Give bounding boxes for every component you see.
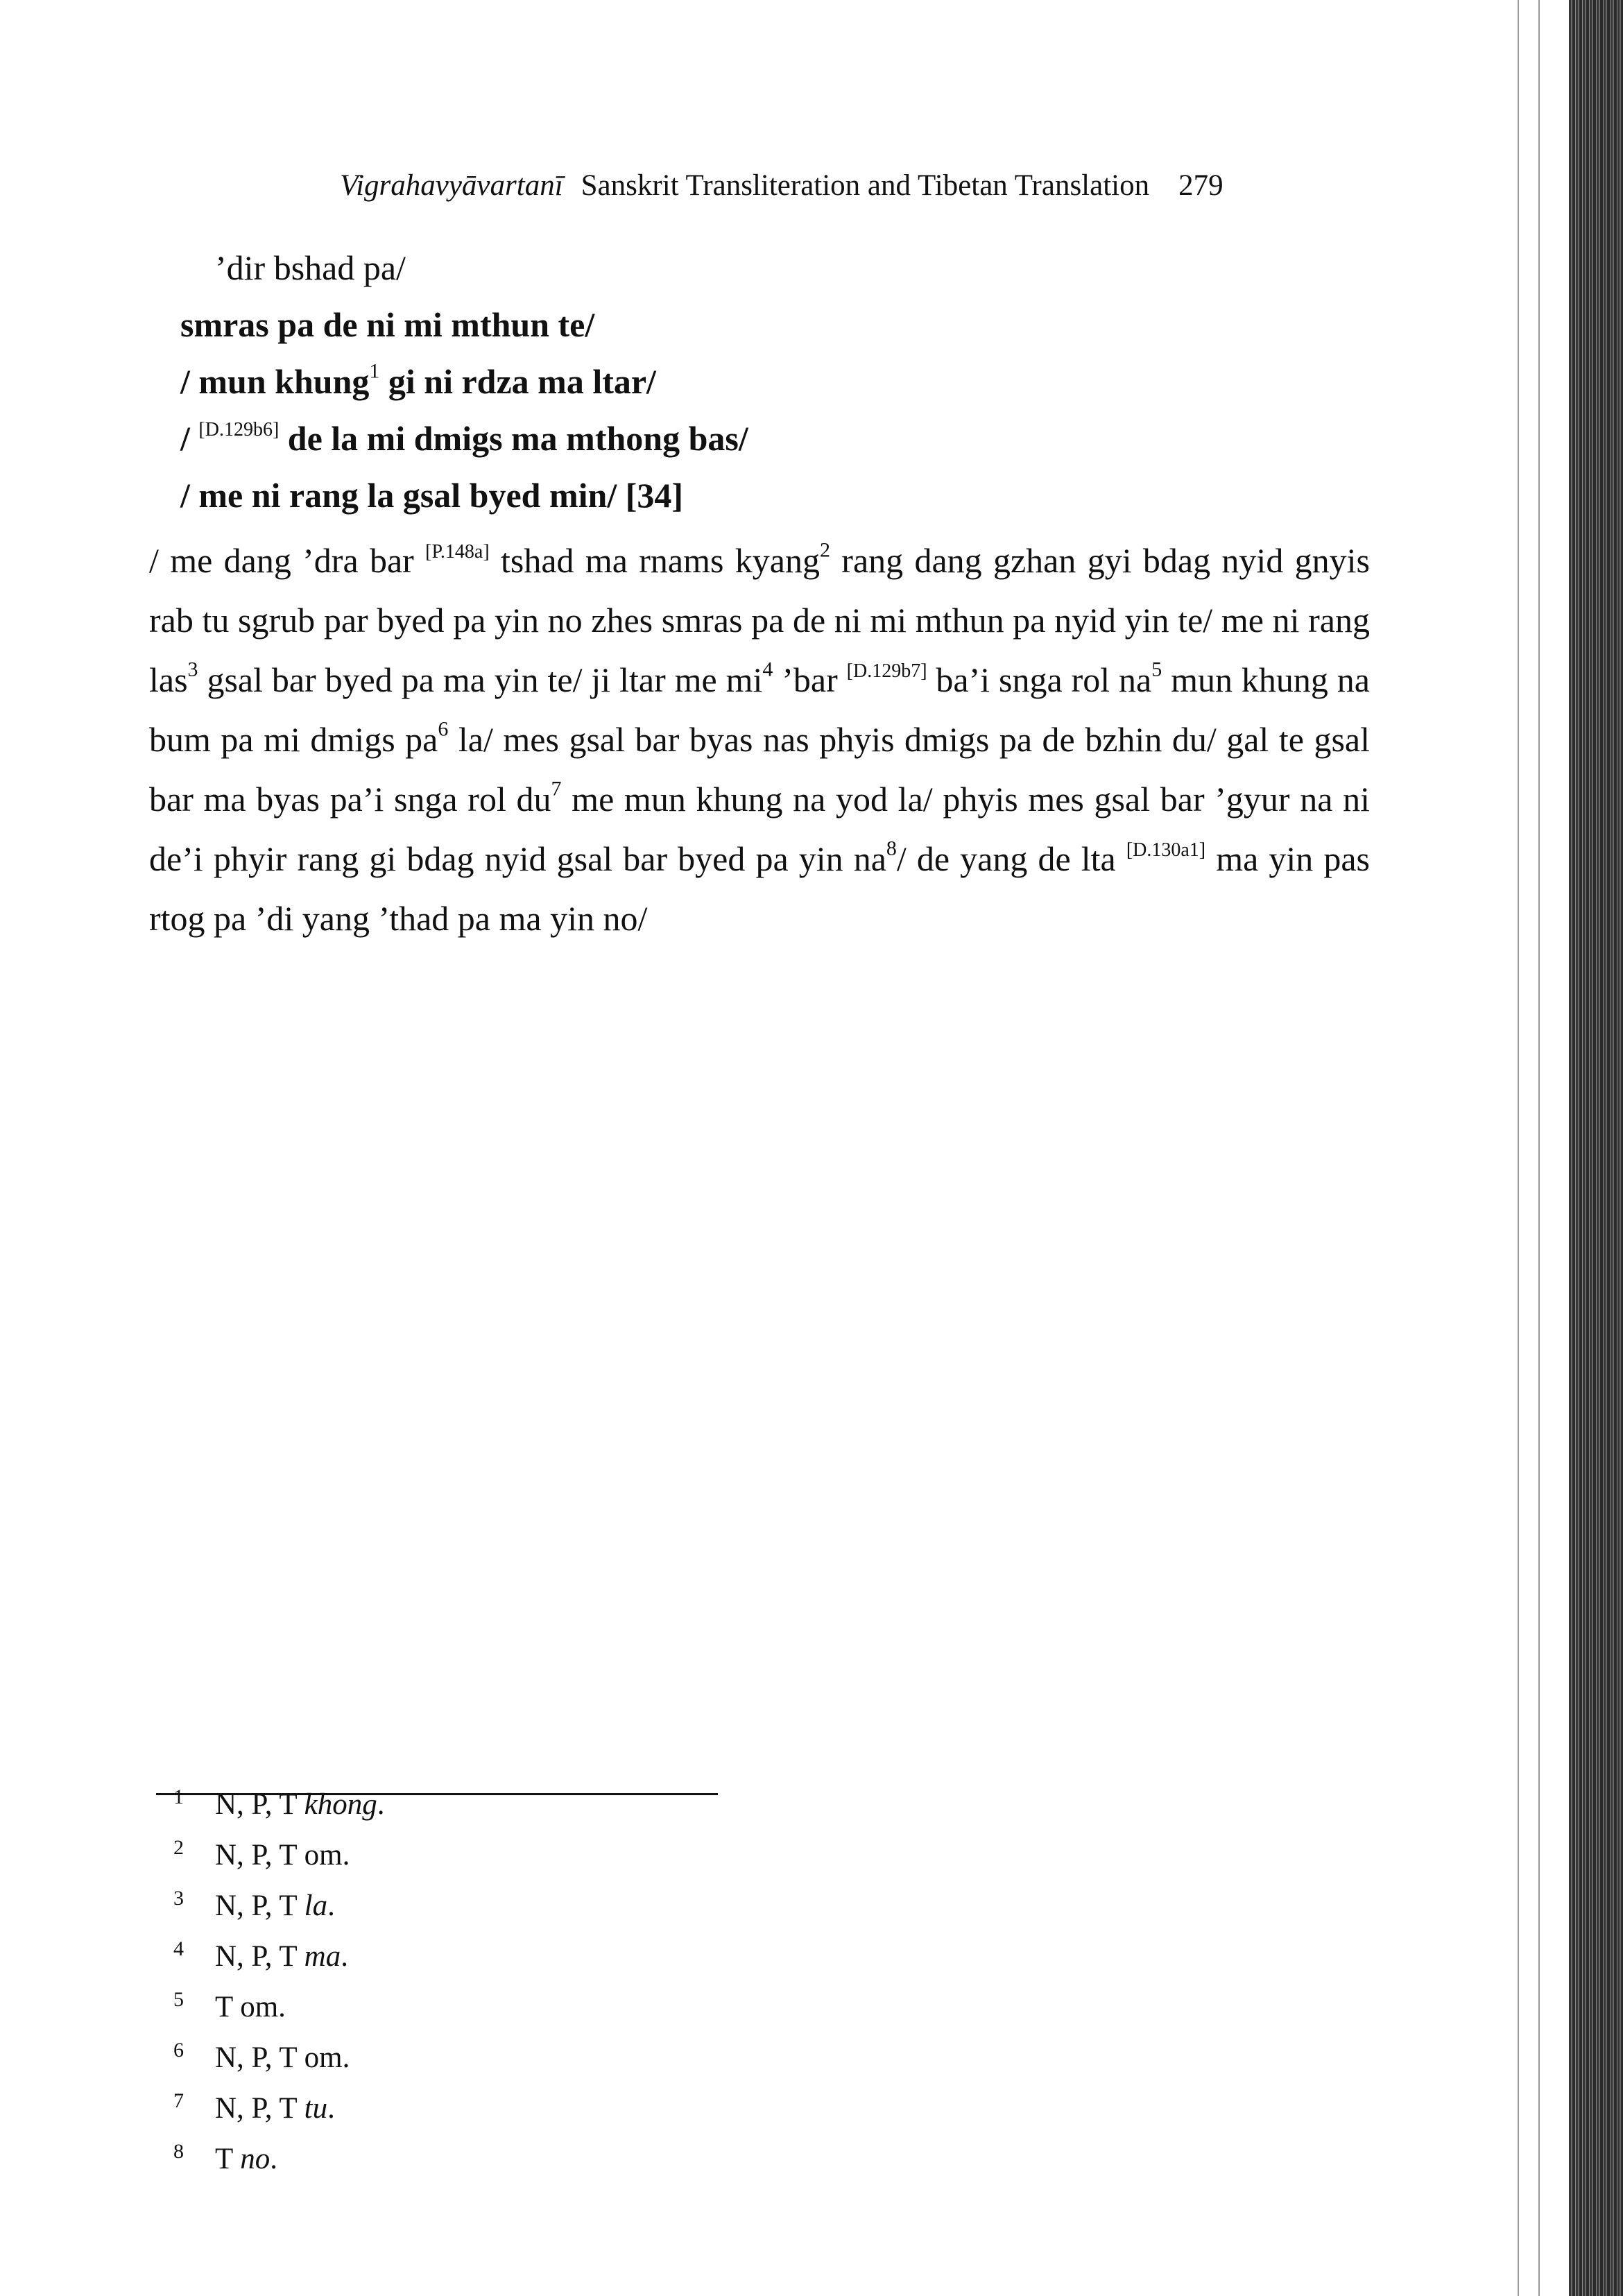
footnote-tail: .	[327, 2092, 335, 2125]
footnote-reading: ma	[304, 1940, 341, 1973]
footnote-marker: 1	[369, 359, 380, 383]
prose-text: ma yin pas rtog pa ’di yang ’thad pa ma yin no/	[149, 839, 1370, 938]
verse-line	[149, 353, 1370, 410]
footnote-sigla: T	[215, 2143, 241, 2175]
footnote	[173, 2080, 385, 2130]
folio-reference: [D.129b6]	[198, 419, 280, 440]
verse-text: de la mi dmigs ma mthong bas/	[279, 419, 748, 458]
footnote-reading: no	[240, 2143, 270, 2175]
footnote-marker: 7	[551, 777, 562, 800]
footnote-tail: .	[270, 2143, 277, 2175]
prose-text: / me dang ’dra bar	[149, 541, 426, 580]
footnote-reading: tu	[304, 2092, 328, 2125]
running-header	[340, 165, 1297, 207]
prose-paragraph	[149, 531, 1370, 948]
footnote-number: 2	[173, 1836, 184, 1859]
scan-edge-line	[1538, 0, 1540, 2296]
footnote	[173, 1928, 385, 1978]
footnote-marker: 2	[819, 538, 830, 562]
footnote-number: 6	[173, 2039, 184, 2062]
running-header-title: Vigrahavyāvartanī	[340, 169, 563, 202]
footnote-sigla: N, P, T om.	[215, 2041, 350, 2074]
page-number: 279	[1178, 169, 1223, 202]
footnote	[173, 1978, 385, 2029]
scan-edge-line	[1518, 0, 1519, 2296]
footnote	[173, 2130, 385, 2181]
footnote-tail: .	[341, 1940, 348, 1973]
footnote-number: 5	[173, 1988, 184, 2011]
footnote-reading: khong	[304, 1788, 377, 1821]
footnote-marker: 3	[187, 658, 198, 681]
footnote	[173, 1776, 385, 1826]
running-header-subtitle: Sanskrit Transliteration and Tibetan Translation	[581, 169, 1150, 202]
footnote-sigla: N, P, T om.	[215, 1839, 350, 1871]
prose-text: me mun khung na yod la/ phyis mes gsal bar ’gyur na ni de’i phyir rang gi bdag nyid gsal bar byed pa yin na	[149, 780, 1370, 878]
folio-reference: [D.130a1]	[1126, 839, 1206, 861]
footnote-sigla: T om.	[215, 1991, 286, 2023]
prose-text: ’bar	[773, 660, 847, 699]
footnote-marker: 8	[886, 837, 897, 860]
scan-binding-shadow	[1569, 0, 1623, 2296]
footnote-number: 1	[173, 1785, 184, 1808]
footnote-marker: 5	[1151, 658, 1162, 681]
verse-text: / mun khung	[180, 362, 370, 401]
footnote-marker: 4	[762, 658, 773, 681]
folio-reference: [P.148a]	[425, 541, 490, 563]
verse-text: gi ni rdza ma ltar/	[379, 362, 656, 401]
footnote	[173, 1826, 385, 1877]
footnote-marker: 6	[438, 717, 449, 741]
prose-text: gsal bar byed pa ma yin te/ ji ltar me mi	[198, 660, 763, 699]
footnote-number: 8	[173, 2140, 184, 2163]
prose-text: la/ mes gsal bar byas nas phyis dmigs pa de bzhin du/ gal te gsal bar ma byas pa’i snga rol du	[149, 720, 1370, 819]
footnote-tail: .	[377, 1788, 385, 1821]
verse-line: / me ni rang la gsal byed min/ [34]	[180, 476, 684, 515]
prose-text: mun khung na bum pa mi dmigs pa	[149, 660, 1370, 759]
footnote-sigla: N, P, T	[215, 1788, 304, 1821]
footnote-sigla: N, P, T	[215, 1940, 304, 1973]
verse-intro-line: ’dir bshad pa/	[215, 248, 406, 287]
footnote-number: 4	[173, 1937, 184, 1960]
prose-text: ba’i snga rol na	[927, 660, 1152, 699]
verse-line: smras pa de ni mi mthun te/	[180, 305, 595, 344]
folio-reference: [D.129b7]	[846, 660, 927, 682]
footnote-tail: .	[327, 1890, 335, 1922]
footnotes	[173, 1776, 385, 2181]
footnote-sigla: N, P, T	[215, 2092, 304, 2125]
footnote	[173, 1877, 385, 1928]
prose-text: tshad ma rnams kyang	[489, 541, 820, 580]
footnote-number: 7	[173, 2089, 184, 2112]
prose-text: rang dang gzhan gyi bdag nyid gnyis rab tu sgrub par byed pa yin no zhes smras pa de ni mi mthun pa nyid yin te/ me ni rang las	[149, 541, 1370, 699]
prose-text: / de yang de lta	[896, 839, 1126, 878]
footnote-number: 3	[173, 1887, 184, 1910]
verse-line	[149, 410, 1370, 467]
verse-block	[149, 239, 1370, 524]
footnote-reading: la	[304, 1890, 328, 1922]
footnote	[173, 2029, 385, 2080]
verse-text: /	[180, 419, 199, 458]
footnote-sigla: N, P, T	[215, 1890, 304, 1922]
